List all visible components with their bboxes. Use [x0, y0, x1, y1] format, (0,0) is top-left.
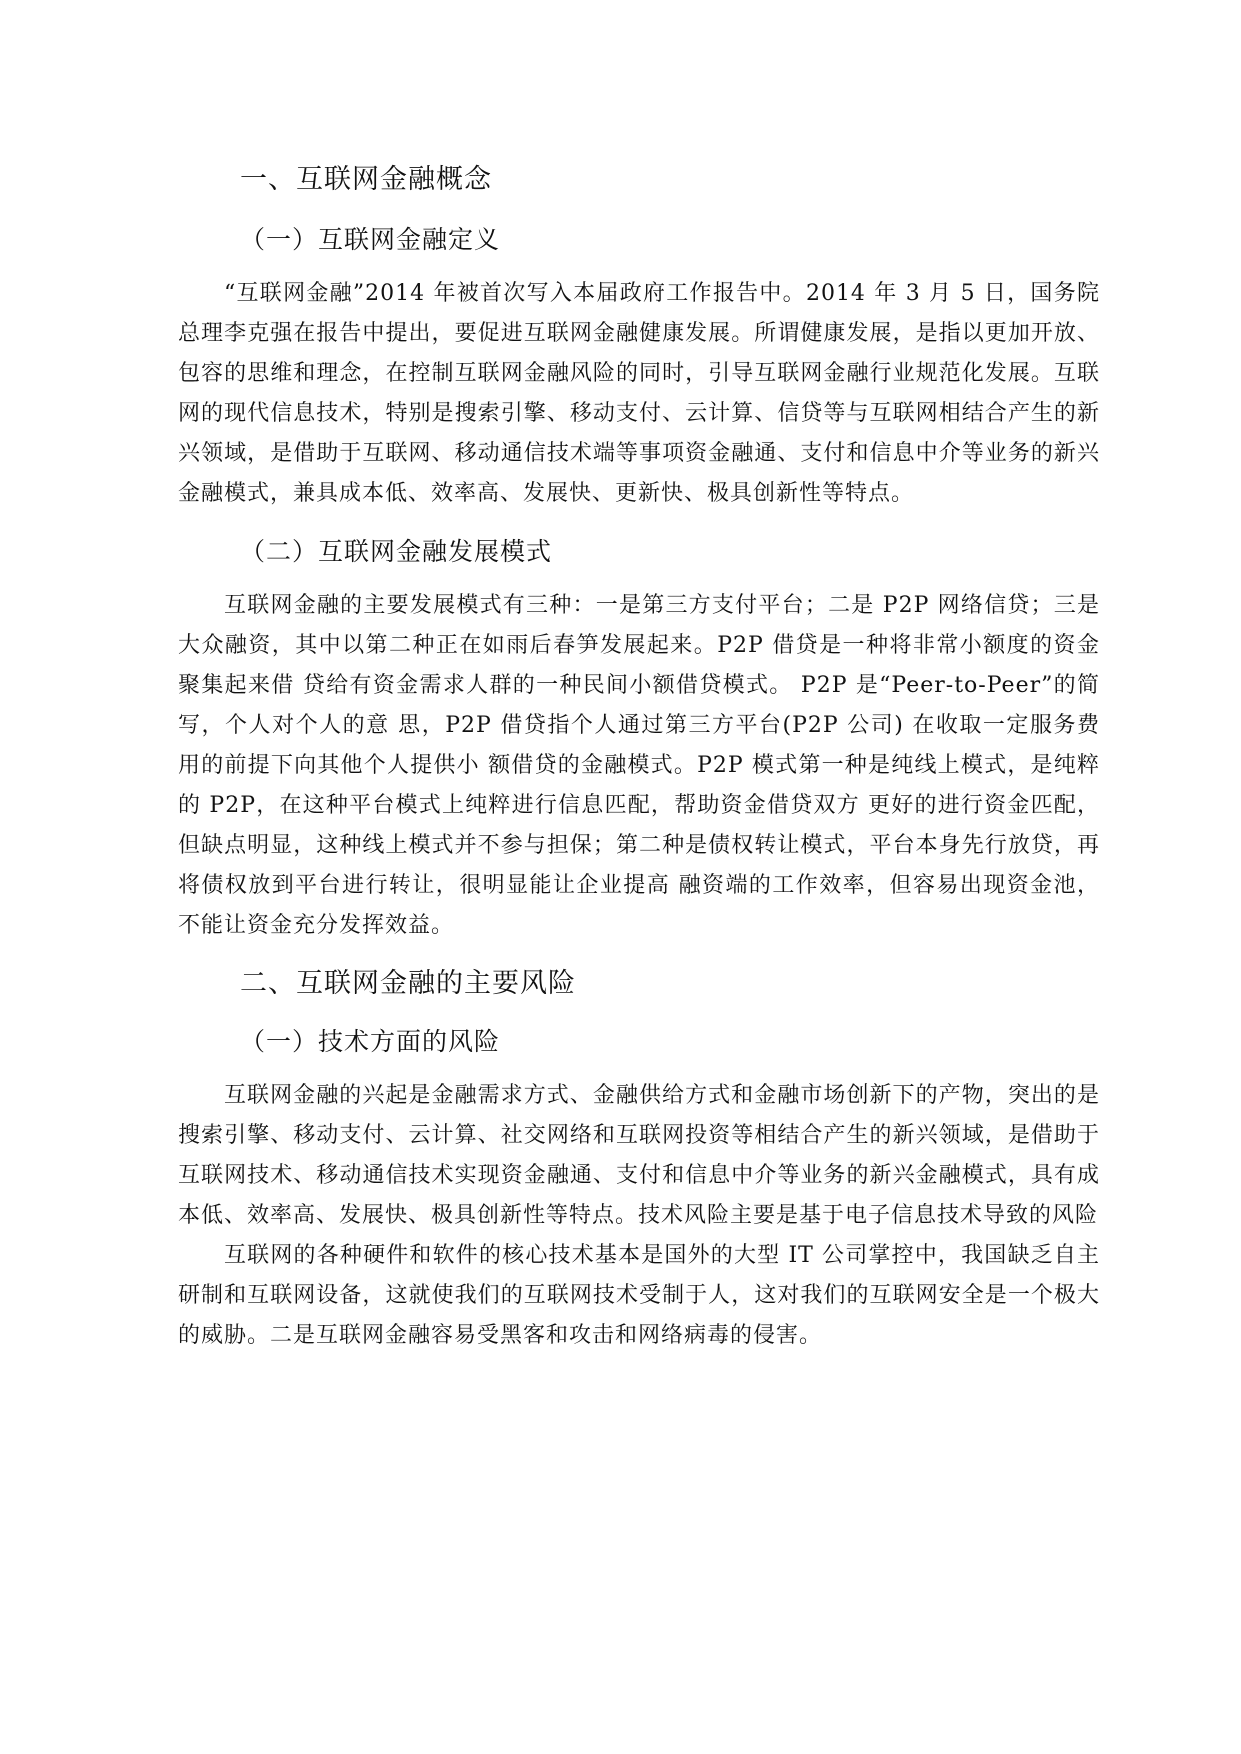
document-page: [178, 160, 1100, 1356]
paragraph: 互联网的各种硬件和软件的核心技术基本是国外的大型 IT 公司掌控中，我国缺乏自主研制和互联网设备，这就使我们的互联网技术受制于人，这对我们的互联网安全是一个极大的威胁。二是互联网金融容易受黑客和攻击和网络病毒的侵害。: [178, 1243, 1100, 1348]
subsection-heading: （一）互联网金融定义: [240, 225, 501, 254]
section-heading: 二、互联网金融的主要风险: [240, 968, 576, 999]
subsection-heading: （二）互联网金融发展模式: [240, 537, 553, 566]
paragraph: 互联网金融的主要发展模式有三种：一是第三方支付平台；二是 P2P 网络信贷；三是大众融资，其中以第二种正在如雨后春笋发展起来。P2P 借贷是一种将非常小额度的资金聚集起来借 贷给有资金需求人群的一种民间小额借贷模式。 P2P 是“Peer-to-Peer”的简写，个人对个人的意 思，P2P 借贷指个人通过第三方平台(P2P 公司) 在收取一定服务费用的前提下向其他个人提供小 额借贷的金融模式。P2P 模式第一种是纯线上模式，是纯粹的 P2P，在这种平台模式上纯粹进行信息匹配，帮助资金借贷双方 更好的进行资金匹配，但缺点明显，这种线上模式并不参与担保；第二种是债权转让模式，平台本身先行放贷，再 将债权放到平台进行转让，很明显能让企业提高 融资端的工作效率，但容易出现资金池，不能让资金充分发挥效益。: [178, 593, 1100, 938]
subsection-heading: （一）技术方面的风险: [240, 1027, 501, 1056]
paragraph: 互联网金融的兴起是金融需求方式、金融供给方式和金融市场创新下的产物，突出的是搜索引擎、移动支付、云计算、社交网络和互联网投资等相结合产生的新兴领域，是借助于互联网技术、移动通信技术实现资金融通、支付和信息中介等业务的新兴金融模式，具有成本低、效率高、发展快、极具创新性等特点。技术风险主要是基于电子信息技术导致的风险: [178, 1083, 1100, 1228]
paragraph: “互联网金融”2014 年被首次写入本届政府工作报告中。2014 年 3 月 5 日，国务院总理李克强在报告中提出，要促进互联网金融健康发展。所谓健康发展，是指以更加开放、包容的思维和理念，在控制互联网金融风险的同时，引导互联网金融行业规范化发展。互联网的现代信息技术，特别是搜索引擎、移动支付、云计算、信贷等与互联网相结合产生的新兴领域，是借助于互联网、移动通信技术端等事项资金融通、支付和信息中介等业务的新兴金融模式，兼具成本低、效率高、发展快、更新快、极具创新性等特点。: [178, 281, 1100, 506]
section-heading: 一、互联网金融概念: [240, 164, 492, 195]
